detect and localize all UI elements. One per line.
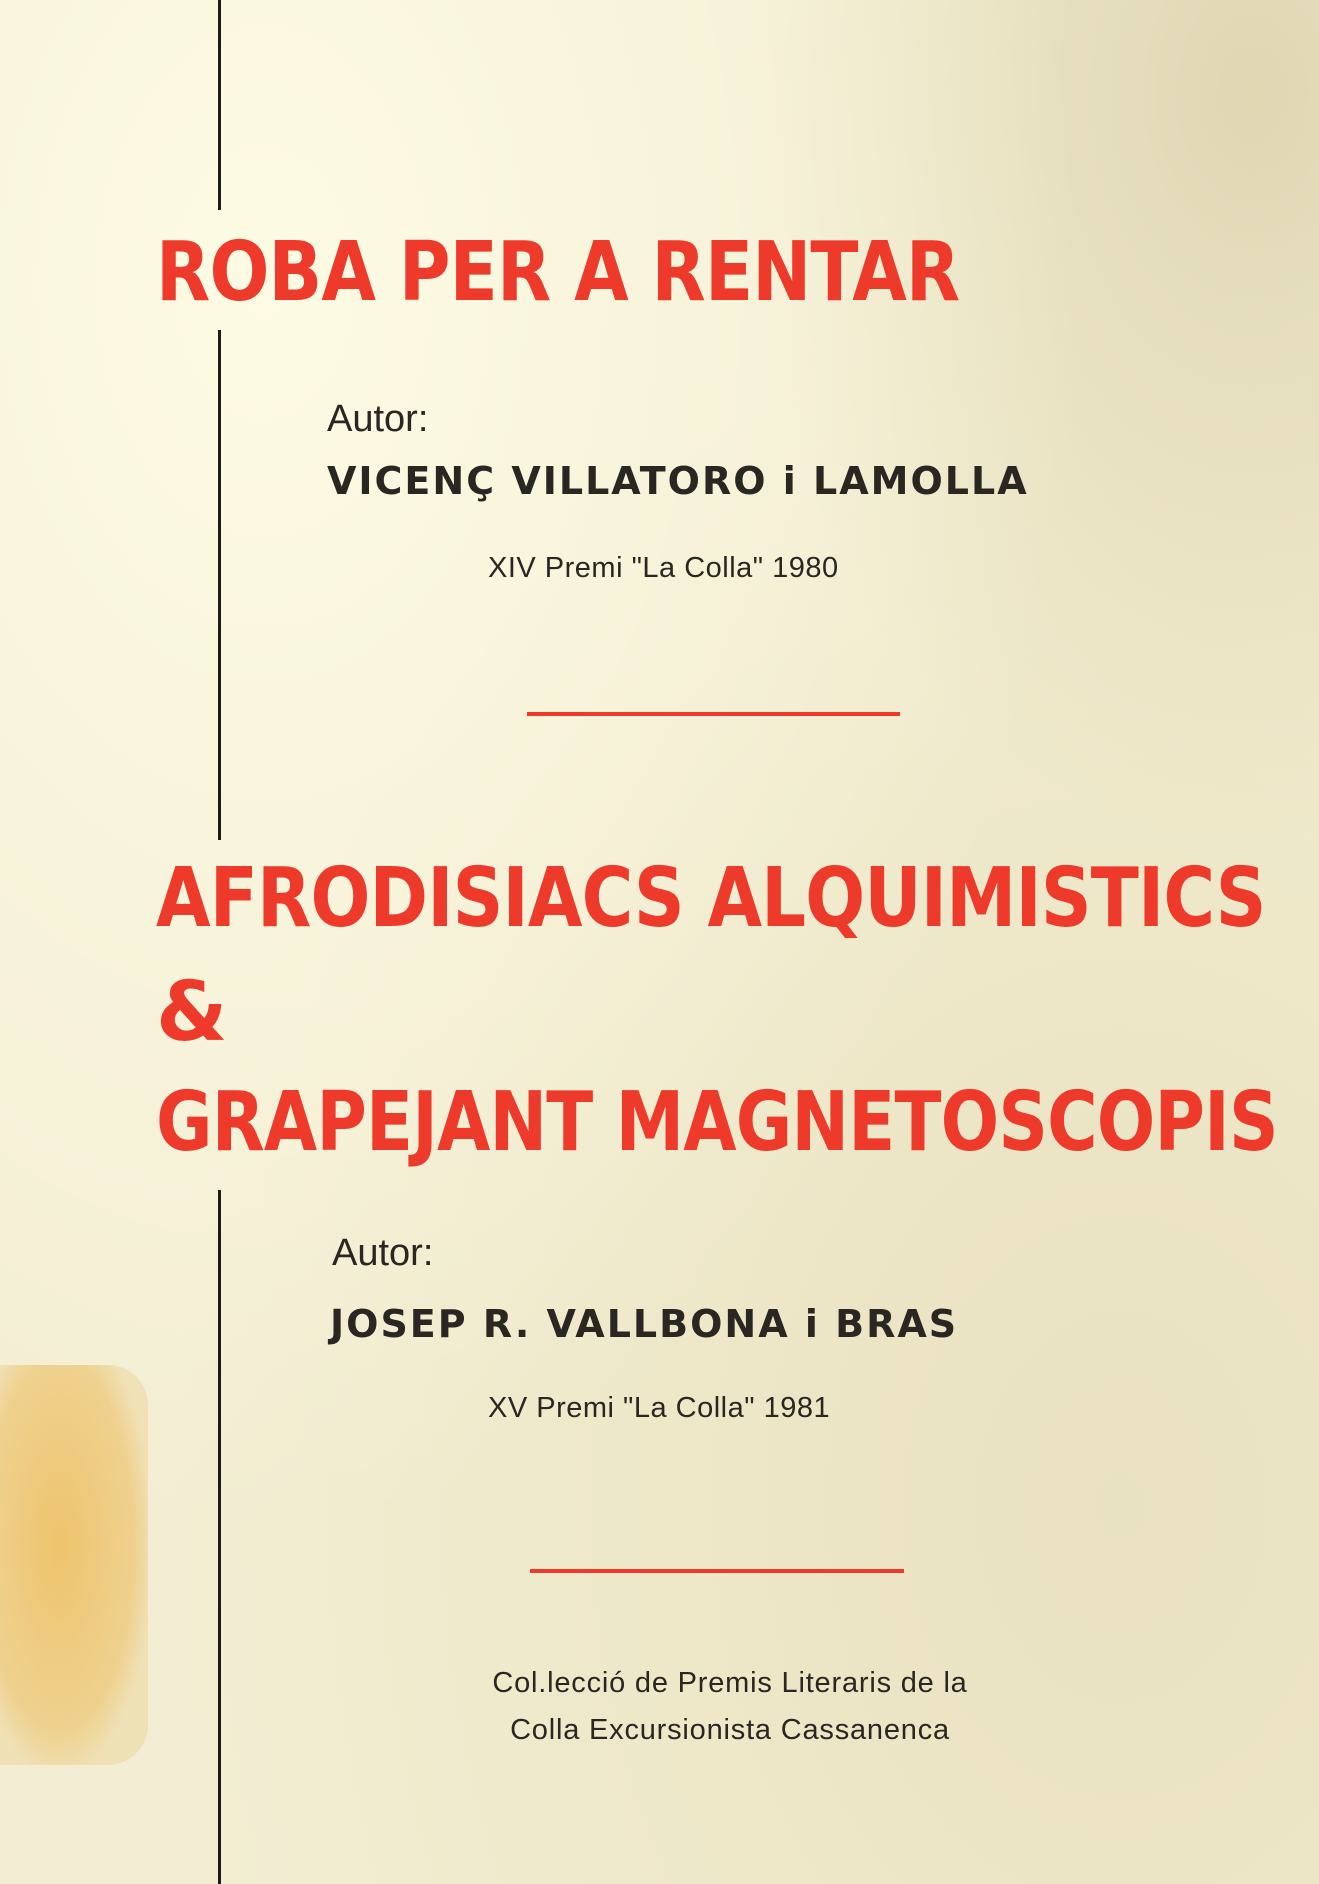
collection-line-1: Col.lecció de Premis Literaris de la (492, 1667, 968, 1699)
work-2-title-ampersand: & (156, 965, 227, 1060)
vertical-rule-top (218, 0, 221, 210)
vertical-rule-bottom (218, 1190, 221, 1884)
vertical-rule-middle (218, 330, 221, 840)
work-1-prize: XIV Premi "La Colla" 1980 (488, 552, 839, 584)
red-divider-1 (527, 712, 900, 716)
work-1-author-label: Autor: (327, 398, 429, 440)
work-1-title: ROBA PER A RENTAR (156, 225, 960, 320)
collection-credit (400, 1660, 1060, 1754)
red-divider-2 (530, 1569, 904, 1573)
work-2-author-name: JOSEP R. VALLBONA i BRAS (330, 1302, 959, 1346)
work-2-title-line-1: AFRODISIACS ALQUIMISTICS (156, 851, 1266, 946)
work-2-title-line-3: GRAPEJANT MAGNETOSCOPIS (156, 1075, 1278, 1170)
work-2-prize: XV Premi "La Colla" 1981 (488, 1392, 831, 1424)
work-1-author-name: VICENÇ VILLATORO i LAMOLLA (327, 459, 1029, 503)
work-2-author-label: Autor: (332, 1232, 434, 1274)
faded-sticker-stain (0, 1365, 148, 1765)
collection-line-2: Colla Excursionista Cassanenca (510, 1714, 950, 1746)
